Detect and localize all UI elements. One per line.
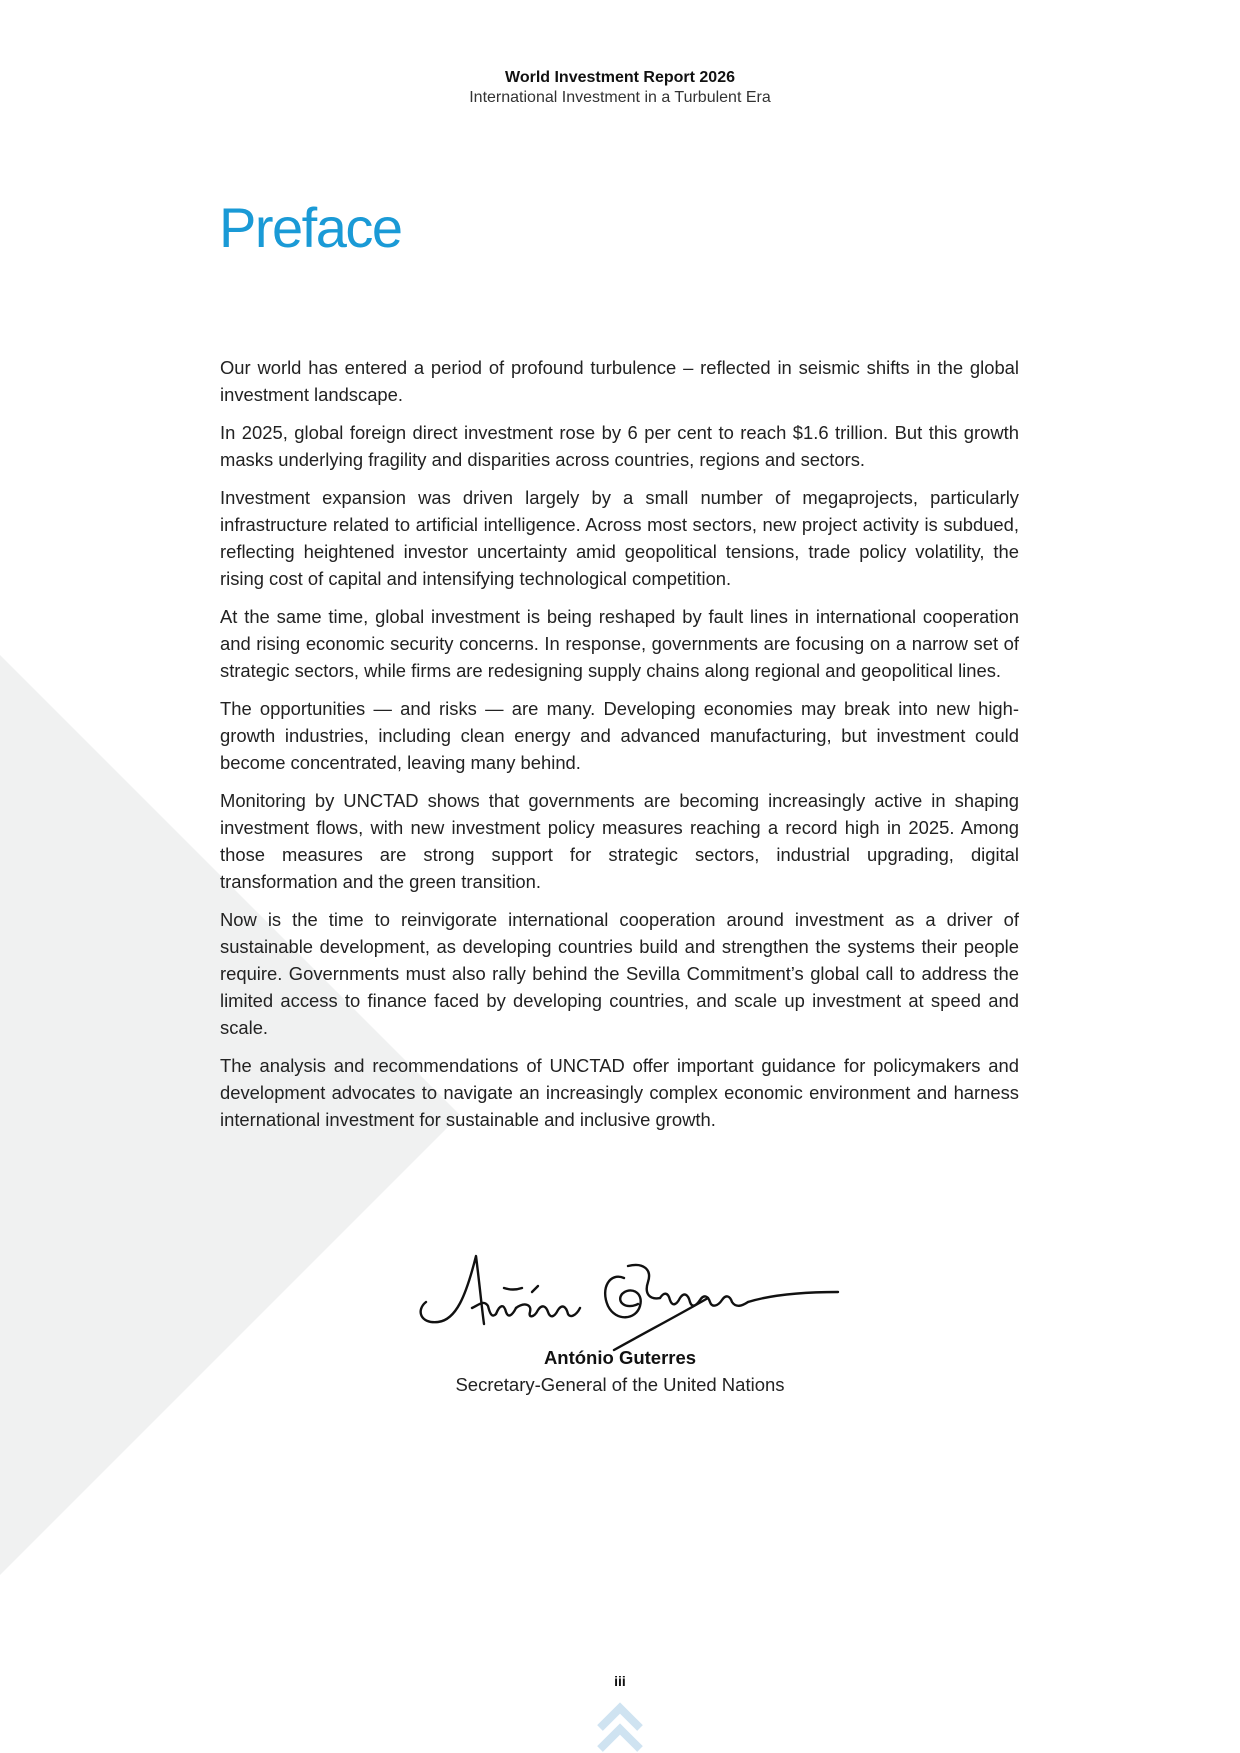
paragraph: In 2025, global foreign direct investment rose by 6 per cent to reach $1.6 trillion. But this growth masks underlying fragility and disparities across countries, regions and sectors. [220, 422, 1019, 470]
page-number: iii [614, 1673, 626, 1689]
paragraph: At the same time, global investment is being reshaped by fault lines in international cooperation and rising economic security concerns. In response, governments are focusing on a narrow set of strategic sectors, while firms are redesigning supply chains along regional and geopolitical lines. [220, 606, 1019, 681]
paragraph: The opportunities — and risks — are many. Developing economies may break into new high-growth industries, including clean energy and advanced manufacturing, but investment could become concentrated, leaving many behind. [220, 698, 1019, 773]
report-subtitle: International Investment in a Turbulent Era [469, 89, 771, 106]
chevron-up-icon [596, 1702, 644, 1753]
signer-name: António Guterres [543, 1347, 697, 1368]
signer-role: Secretary-General of the United Nations [455, 1374, 785, 1395]
running-header [0, 68, 1240, 108]
report-title: World Investment Report 2026 [505, 69, 735, 86]
paragraph: Now is the time to reinvigorate international cooperation around investment as a driver of sustainable development, as developing countries build and strengthen the systems their people require. Governments must also rally behind the Sevilla Commitment’s global call to address the limited access to finance faced by developing countries, and scale up investment at speed and scale. [220, 909, 1019, 1038]
paragraph: The analysis and recommendations of UNCTAD offer important guidance for policymakers and development advocates to navigate an increasingly complex economic environment and harness international investment for sustainable and inclusive growth. [220, 1055, 1019, 1130]
paragraph: Investment expansion was driven largely by a small number of megaprojects, particularly infrastructure related to artificial intelligence. Across most sectors, new project activity is subdued, reflecting heightened investor uncertainty amid geopolitical tensions, trade policy volatility, the rising cost of capital and intensifying technological competition. [220, 487, 1019, 589]
preface-body [220, 354, 1019, 1144]
paragraph: Monitoring by UNCTAD shows that governments are becoming increasingly active in shaping investment flows, with new investment policy measures reaching a record high in 2025. Among those measures are strong support for strategic sectors, industrial upgrading, digital transformation and the green transition. [220, 790, 1019, 892]
paragraph: Our world has entered a period of profound turbulence – reflected in seismic shifts in the global investment landscape. [220, 357, 1019, 405]
page-title: Preface [219, 196, 402, 259]
signature-image [414, 1248, 844, 1358]
